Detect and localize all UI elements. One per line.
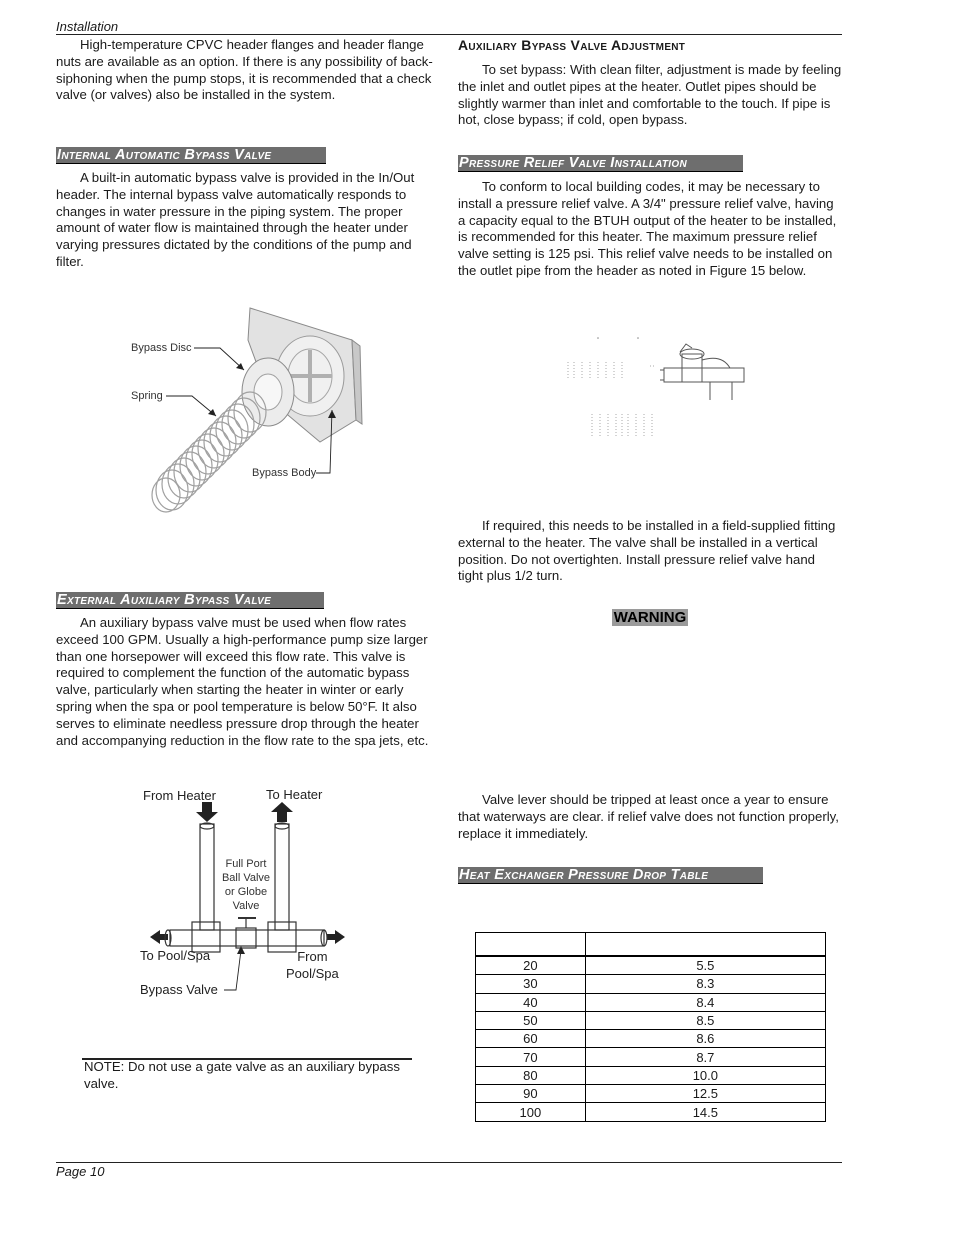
flow-cell: 20 — [476, 956, 586, 975]
pressure-drop-cell: 14.5 — [585, 1103, 825, 1121]
flow-cell: 80 — [476, 1066, 586, 1084]
table-header-row — [476, 933, 826, 957]
drop-header-cell — [585, 933, 825, 957]
pressure-drop-cell: 8.6 — [585, 1030, 825, 1048]
lever-paragraph: Valve lever should be tripped at least once a year to ensure that waterways are clear. if relief valve does not function properly, replace it immediately. — [458, 792, 839, 841]
pressure-drop-table — [475, 932, 826, 1122]
relief-valve-figure — [560, 330, 750, 442]
internal-bypass-heading: Internal Automatic Bypass Valve — [56, 147, 326, 164]
pressure-drop-cell: 5.5 — [585, 956, 825, 975]
internal-bypass-paragraph: A built-in automatic bypass valve is provided in the In/Out header. The internal bypass valve automatically responds to changes in water pressure in the piping system. The proper amount of water flow is maintained through the heater under varying pressures dictated by the conditions of the pump and filter. — [56, 170, 415, 269]
bypass-valve-illustration — [120, 300, 380, 520]
flow-cell: 40 — [476, 993, 586, 1011]
pressure-drop-cell: 10.0 — [585, 1066, 825, 1084]
table-row — [476, 1011, 826, 1029]
flow-cell: 90 — [476, 1085, 586, 1103]
intro-paragraph: High-temperature CPVC header flanges and header flange nuts are available as an option. If there is any possibility of back-siphoning when the pump stops, it is recommended that a check valve (or valves) also be installed in the system. — [56, 37, 433, 103]
to-heater-arrow — [271, 802, 293, 822]
flow-cell: 50 — [476, 1011, 586, 1029]
from-heater-arrow — [196, 802, 218, 822]
pressure-drop-cell: 8.4 — [585, 993, 825, 1011]
table-row — [476, 1066, 826, 1084]
aux-adjust-paragraph: To set bypass: With clean filter, adjustment is made by feeling the inlet and outlet pipes at the heater. Outlet pipes should be slightly warmer than inlet and comfortable to the touch. If pipe is hot, close bypass; if cold, open bypass. — [458, 62, 842, 128]
flow-cell: 70 — [476, 1048, 586, 1066]
bypass-valve-label: Bypass Valve — [140, 982, 218, 997]
bypass-disc-label: Bypass Disc — [131, 342, 192, 354]
from-pool-label: From Pool/Spa — [286, 949, 339, 981]
pressure-drop-cell: 8.3 — [585, 975, 825, 993]
valve-type-label: Full Port Ball Valve or Globe Valve — [221, 858, 271, 912]
fitting-paragraph: If required, this needs to be installed in a field-supplied fitting external to the heater. The valve shall be installed in a vertical position. Do not overtighten. Install pressure relief valve hand tight plus 1/2 turn. — [458, 518, 836, 584]
aux-adjust-heading: Auxiliary Bypass Valve Adjustment — [458, 37, 686, 53]
spring-label: Spring — [131, 390, 163, 402]
page-number: Page 10 — [56, 1164, 105, 1179]
table-row — [476, 975, 826, 993]
table-row — [476, 1048, 826, 1066]
bypass-body-label: Bypass Body — [252, 467, 317, 479]
gate-valve-note: NOTE: Do not use a gate valve as an auxiliary bypass valve. — [84, 1059, 400, 1091]
flow-header-cell — [476, 933, 586, 957]
external-bypass-paragraph: An auxiliary bypass valve must be used when flow rates exceed 100 GPM. Usually a high-performance pump size larger than one horsepower will exceed this flow rate. This valve is required to complement the function of the automatic bypass valve, particularly when starting the heater in winter or early spring when the spa or pool temperature is below 50°F. It also serves to eliminate needless pressure drop through the heater and accompanying reduction in the flow rate to the spa jets, etc. — [56, 615, 429, 748]
external-bypass-heading: External Auxiliary Bypass Valve — [56, 592, 324, 609]
table-row — [476, 1103, 826, 1121]
table-row — [476, 1030, 826, 1048]
to-heater-label: To Heater — [266, 787, 323, 802]
pressure-drop-cell: 12.5 — [585, 1085, 825, 1103]
header-rule — [56, 34, 842, 35]
pressure-drop-heading: Heat Exchanger Pressure Drop Table — [458, 867, 763, 884]
flow-cell: 100 — [476, 1103, 586, 1121]
relief-install-heading: Pressure Relief Valve Installation — [458, 155, 743, 172]
from-pool-arrow — [327, 930, 345, 944]
to-pool-label: To Pool/Spa — [140, 948, 211, 963]
warning-row — [458, 609, 842, 627]
warning-label: WARNING — [613, 609, 687, 626]
table-row — [476, 993, 826, 1011]
relief-valve-illustration — [560, 330, 750, 442]
flow-cell: 60 — [476, 1030, 586, 1048]
bypass-valve-figure — [120, 300, 380, 520]
table-row — [476, 956, 826, 975]
relief-install-paragraph: To conform to local building codes, it may be necessary to install a pressure relief valve. A 3/4" pressure relief valve, having a capacity equal to the BTUH output of the heater to be installed, is recommended for this heater. The maximum pressure relief valve setting is 125 psi. This relief valve needs to be installed on the outlet pipe from the header as noted in Figure 15 below. — [458, 179, 837, 278]
pressure-drop-cell: 8.7 — [585, 1048, 825, 1066]
footer-rule — [56, 1162, 842, 1163]
from-heater-label: From Heater — [143, 788, 216, 803]
table-row — [476, 1085, 826, 1103]
page-section-label: Installation — [56, 19, 119, 34]
pressure-drop-cell: 8.5 — [585, 1011, 825, 1029]
flow-cell: 30 — [476, 975, 586, 993]
